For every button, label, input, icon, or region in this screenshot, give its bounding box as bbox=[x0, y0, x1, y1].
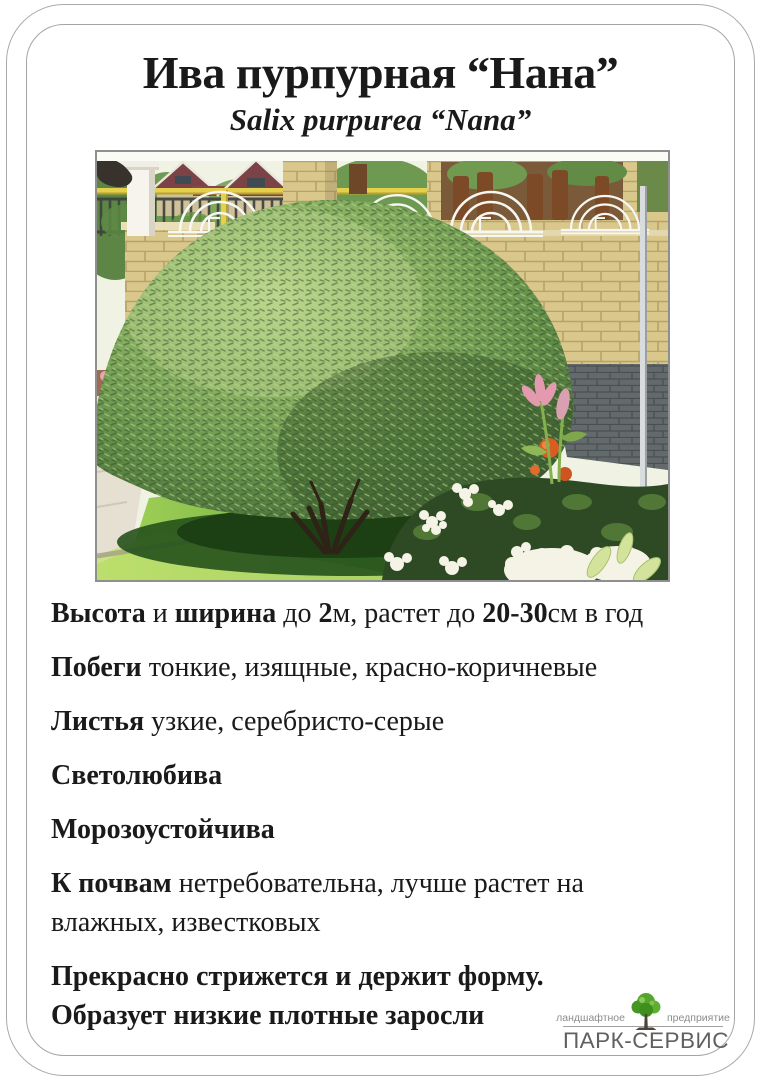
logo-tagline-row bbox=[556, 986, 730, 1027]
spec-term: Морозоустойчива bbox=[51, 814, 275, 845]
spec-text: и bbox=[145, 598, 175, 629]
spec-term: Образует низкие плотные заросли bbox=[51, 1000, 485, 1031]
spec-text: до bbox=[276, 598, 319, 629]
spec-list bbox=[51, 594, 711, 1050]
spec-line-shoots bbox=[51, 648, 711, 687]
spec-line-light bbox=[51, 756, 711, 795]
spec-text: см в год bbox=[547, 598, 644, 629]
spec-line-soil bbox=[51, 864, 711, 942]
spec-line-height-width bbox=[51, 594, 711, 633]
spec-text: влажных, известковых bbox=[51, 907, 321, 938]
photo-overexposed-top bbox=[97, 152, 668, 161]
logo-tagline-right: предприятие bbox=[667, 1012, 730, 1024]
spec-line-frost bbox=[51, 810, 711, 849]
spec-text: узкие, серебристо-серые bbox=[144, 706, 445, 737]
spec-text: м, растет до bbox=[332, 598, 483, 629]
spec-term: Светолюбива bbox=[51, 760, 223, 791]
spec-term: К почвам bbox=[51, 868, 172, 899]
spec-text: тонкие, изящные, красно-коричневые bbox=[141, 652, 598, 683]
spec-term: Высота bbox=[51, 598, 146, 629]
spec-line-leaves bbox=[51, 702, 711, 741]
spec-term: ширина bbox=[174, 598, 277, 629]
spec-term: Побеги bbox=[51, 652, 142, 683]
company-logo bbox=[556, 986, 730, 1054]
spec-term: 20-30 bbox=[482, 598, 548, 629]
logo-tagline-left: ландшафтное bbox=[556, 1012, 625, 1024]
spec-term: Листья bbox=[51, 706, 145, 737]
plant-photo bbox=[95, 150, 670, 582]
plant-title-ru: Ива пурпурная “Нана” bbox=[142, 47, 619, 98]
spec-term: Прекрасно стрижется и держит форму. bbox=[51, 961, 544, 992]
company-name: ПАРК-СЕРВИС bbox=[563, 1028, 729, 1053]
spec-term: 2 bbox=[318, 598, 333, 629]
spec-text: нетребовательна, лучше растет на bbox=[171, 868, 584, 899]
tree-icon bbox=[628, 991, 664, 1031]
plant-title-latin: Salix purpurea “Nana” bbox=[229, 102, 532, 137]
